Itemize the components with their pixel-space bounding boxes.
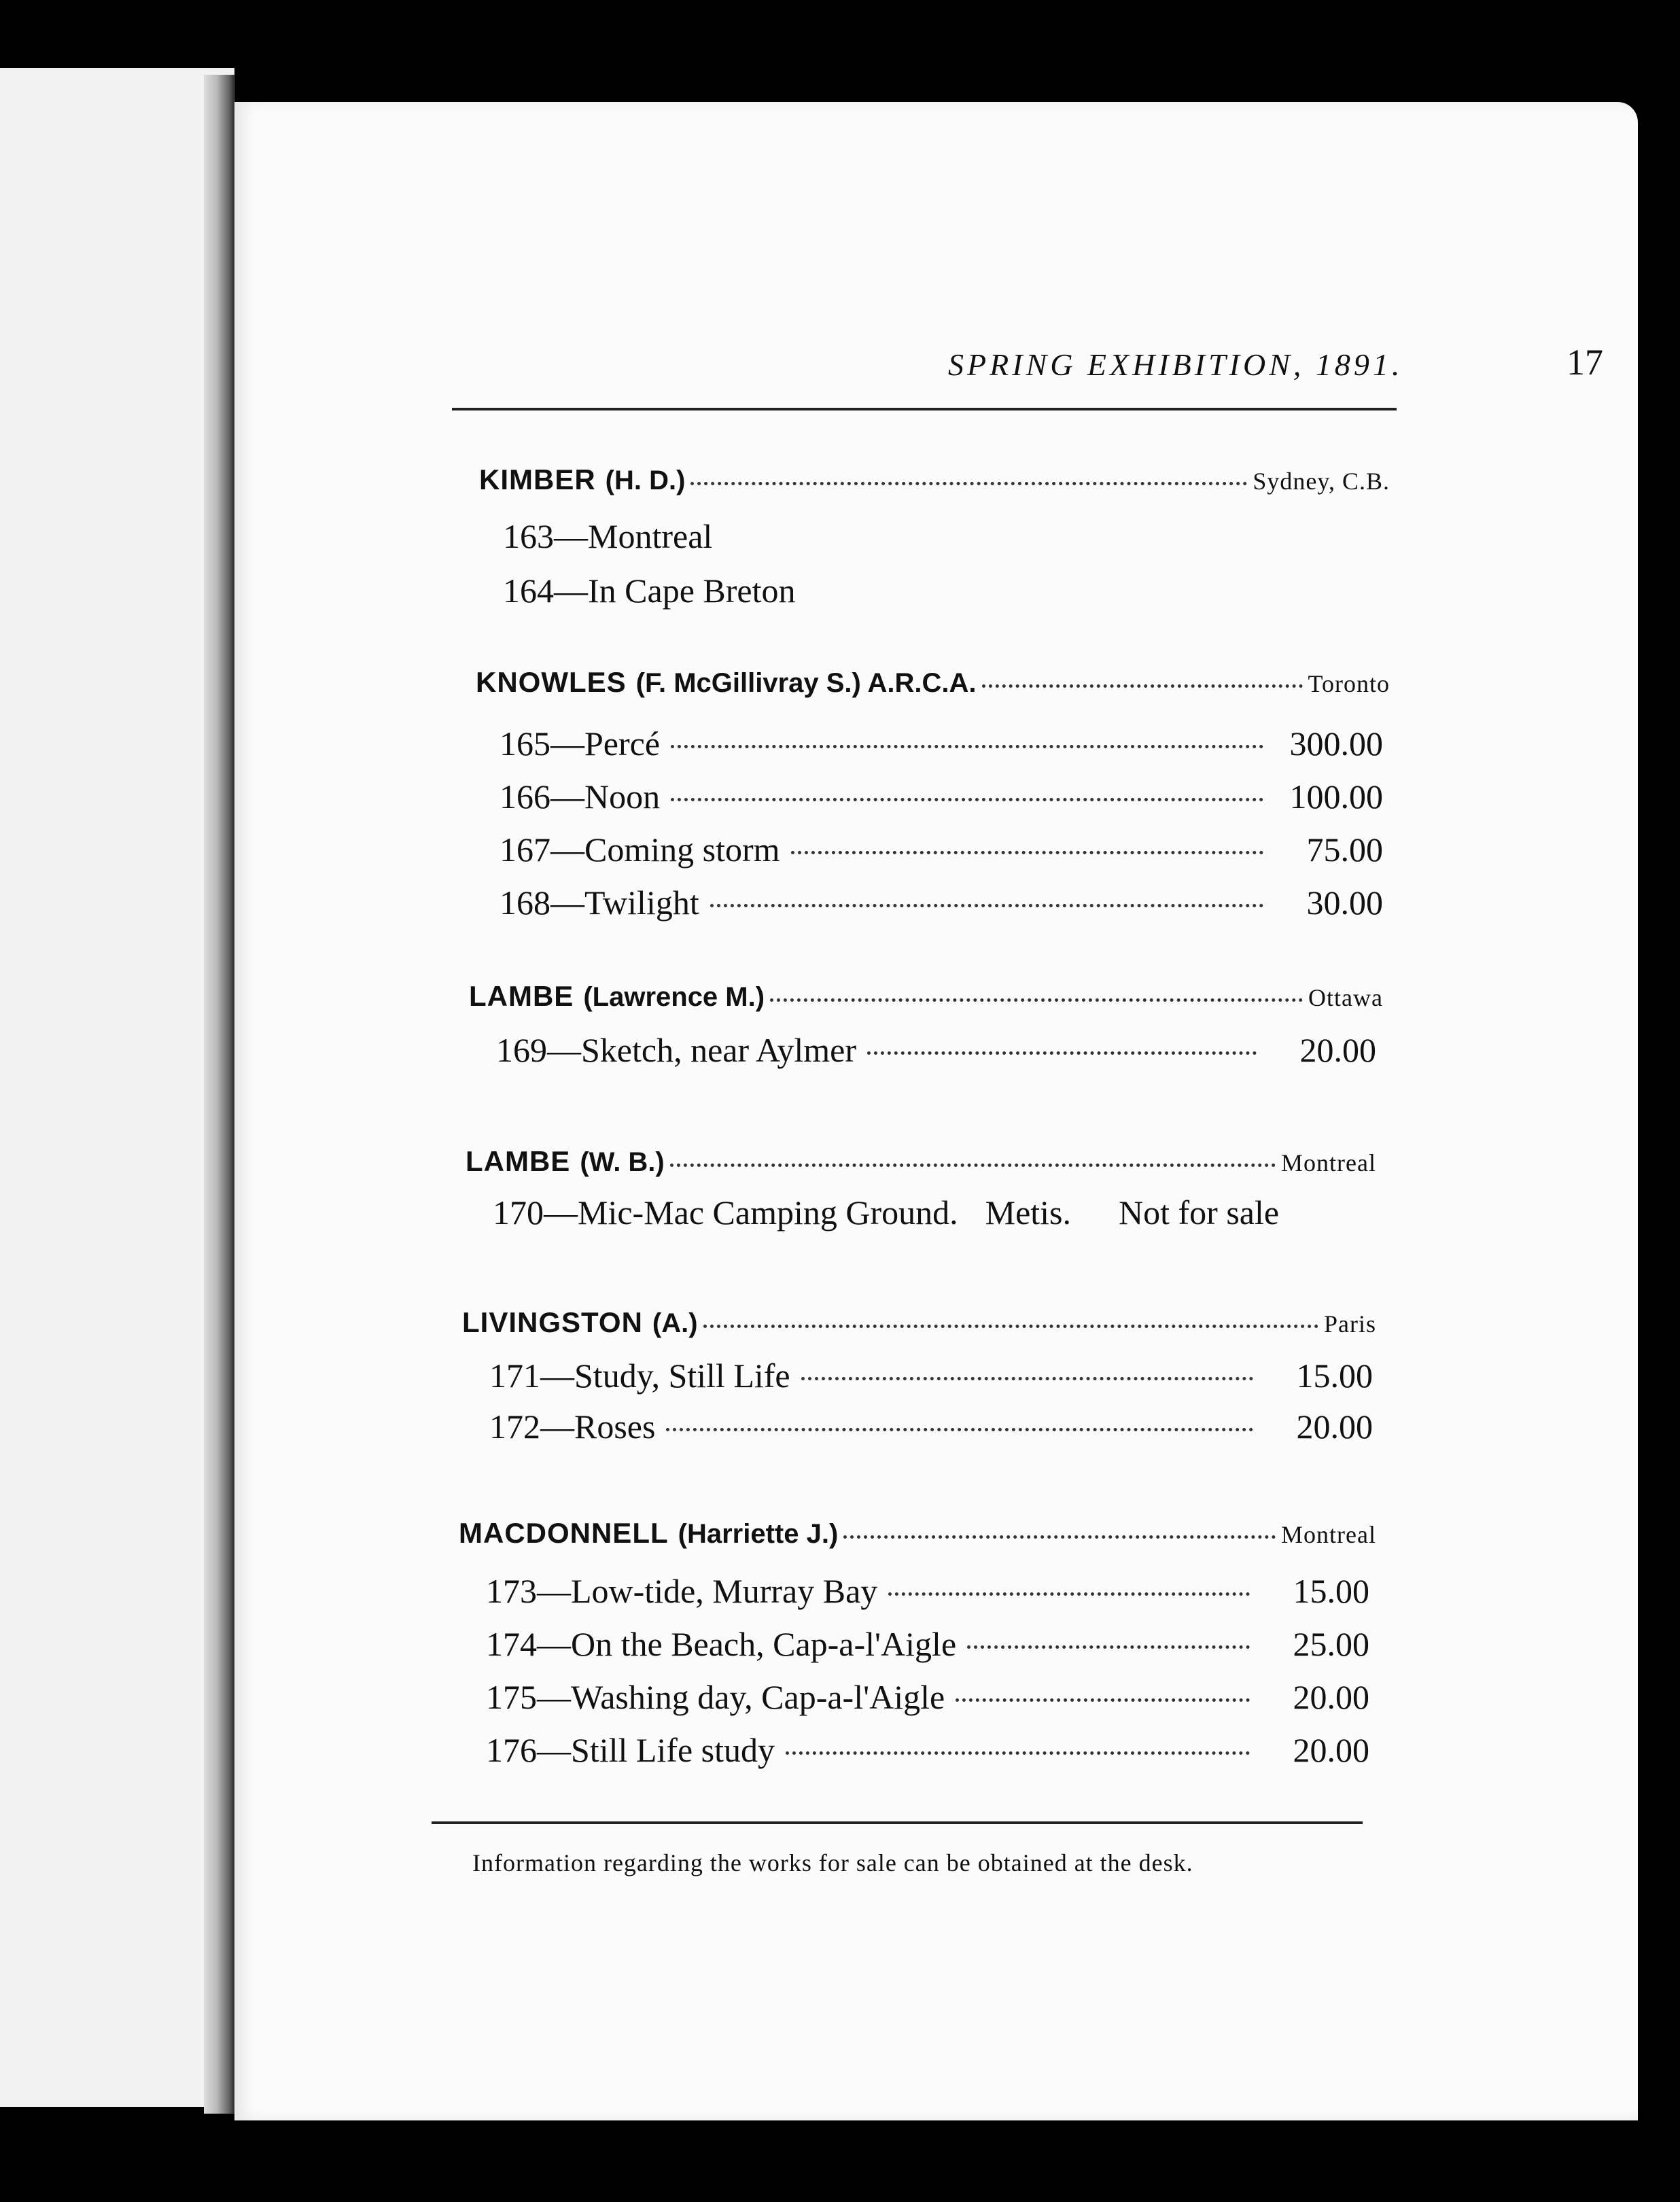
entry-number: 173—	[486, 1572, 571, 1610]
catalogue-entry	[486, 1730, 1369, 1778]
leader-dots	[967, 1645, 1250, 1649]
catalogue-entry	[486, 1571, 1369, 1619]
entry-number: 165—	[500, 724, 584, 763]
leader-dots	[666, 1428, 1253, 1431]
leader-dots	[770, 998, 1303, 1002]
running-title: SPRING EXHIBITION, 1891.	[948, 347, 1403, 382]
catalogue-entry	[503, 571, 795, 618]
running-head	[452, 342, 1607, 401]
catalogue-entry	[503, 517, 712, 564]
catalogue-entry	[489, 1407, 1373, 1454]
entry-title: Percé	[584, 724, 661, 763]
entry-title: On the Beach, Cap-a-l'Aigle	[571, 1625, 957, 1663]
entry-price: 30.00	[1306, 884, 1383, 922]
entry-price: 75.00	[1306, 831, 1383, 869]
entry-number: 172—	[489, 1408, 574, 1446]
entry-price: 20.00	[1296, 1408, 1373, 1446]
artist-heading	[479, 464, 1390, 504]
entry-title: Twilight	[584, 884, 699, 922]
header-rule	[452, 408, 1397, 410]
leader-dots	[956, 1698, 1250, 1702]
entry-title: Mic-Mac Camping Ground.	[578, 1193, 958, 1231]
artist-place: Paris	[1324, 1310, 1376, 1338]
leader-dots	[867, 1051, 1257, 1055]
entry-price: 20.00	[1299, 1031, 1376, 1069]
page-content	[234, 102, 1638, 2120]
entry-price: 100.00	[1289, 777, 1383, 816]
artist-detail: (A.)	[652, 1308, 698, 1338]
facing-page	[0, 68, 234, 2107]
artist-heading	[462, 1306, 1376, 1347]
entry-title: Montreal	[588, 517, 713, 555]
artist-name: LIVINGSTON	[462, 1306, 643, 1338]
artist-detail: (F. McGillivray S.) A.R.C.A.	[635, 668, 977, 698]
entry-number: 167—	[500, 831, 584, 869]
entry-title: Roses	[574, 1408, 656, 1446]
entry-title: In Cape Breton	[588, 572, 796, 610]
footnote: Information regarding the works for sale can be obtained at the desk.	[472, 1849, 1193, 1876]
entry-number: 169—	[496, 1031, 581, 1069]
artist-detail: (Lawrence M.)	[583, 982, 765, 1012]
leader-dots	[791, 851, 1263, 854]
entry-title: Still Life study	[571, 1731, 775, 1769]
entry-price: 20.00	[1293, 1731, 1369, 1769]
leader-dots	[843, 1535, 1276, 1539]
entry-number: 171—	[489, 1357, 574, 1395]
entry-title: Coming storm	[584, 831, 780, 869]
artist-detail: (W. B.)	[580, 1147, 665, 1177]
entry-title: Washing day, Cap-a-l'Aigle	[571, 1678, 945, 1716]
leader-dots	[670, 1164, 1276, 1167]
entry-price: 20.00	[1293, 1678, 1369, 1716]
entry-number: 170—	[493, 1193, 578, 1231]
book-gutter	[204, 75, 235, 2114]
catalogue-entry	[486, 1624, 1369, 1672]
catalogue-entry	[500, 777, 1383, 824]
artist-name: KNOWLES	[476, 666, 627, 698]
entry-number: 175—	[486, 1678, 571, 1716]
footer-rule	[432, 1821, 1363, 1824]
artist-place: Toronto	[1308, 670, 1390, 697]
artist-detail: (H. D.)	[605, 466, 686, 495]
entry-price: 300.00	[1289, 724, 1383, 763]
artist-heading	[466, 1145, 1376, 1186]
entry-number: 168—	[500, 884, 584, 922]
leader-dots	[690, 482, 1247, 485]
entry-number: 164—	[503, 572, 588, 610]
artist-detail: (Harriette J.)	[678, 1519, 839, 1549]
entry-price: 15.00	[1293, 1572, 1369, 1610]
artist-heading	[476, 666, 1390, 707]
entry-sale-note: Not for sale	[1119, 1193, 1280, 1231]
artist-heading	[469, 980, 1383, 1021]
entry-title: Low-tide, Murray Bay	[571, 1572, 878, 1610]
leader-dots	[671, 798, 1263, 801]
catalogue-page	[234, 102, 1638, 2120]
artist-name: LAMBE	[466, 1145, 571, 1177]
catalogue-entry	[500, 830, 1383, 877]
entry-medium: Metis.	[985, 1193, 1072, 1231]
entry-number: 166—	[500, 777, 584, 816]
entry-price: 15.00	[1296, 1357, 1373, 1395]
artist-place: Ottawa	[1308, 984, 1383, 1011]
leader-dots	[888, 1592, 1250, 1596]
leader-dots	[801, 1377, 1253, 1380]
artist-place: Sydney, C.B.	[1253, 468, 1390, 495]
catalogue-entry	[496, 1030, 1376, 1078]
leader-dots	[710, 904, 1263, 907]
leader-dots	[703, 1325, 1318, 1328]
entry-price: 25.00	[1293, 1625, 1369, 1663]
entry-number: 176—	[486, 1731, 571, 1769]
catalogue-entry	[500, 883, 1383, 930]
catalogue-entry	[500, 724, 1383, 771]
artist-place: Montreal	[1281, 1521, 1376, 1548]
artist-heading	[459, 1517, 1376, 1558]
artist-name: MACDONNELL	[459, 1517, 669, 1549]
entry-number: 163—	[503, 517, 588, 555]
entry-number: 174—	[486, 1625, 571, 1663]
artist-place: Montreal	[1281, 1149, 1376, 1176]
entry-title: Study, Still Life	[574, 1357, 790, 1395]
leader-dots	[786, 1751, 1250, 1755]
entry-title: Sketch, near Aylmer	[581, 1031, 857, 1069]
catalogue-entry	[493, 1193, 1390, 1240]
artist-name: KIMBER	[479, 464, 596, 495]
catalogue-entry	[486, 1677, 1369, 1725]
entry-title: Noon	[584, 777, 661, 816]
leader-dots	[982, 684, 1303, 688]
leader-dots	[671, 745, 1263, 748]
page-number: 17	[1567, 342, 1603, 383]
catalogue-entry	[489, 1356, 1373, 1403]
artist-name: LAMBE	[469, 980, 574, 1012]
